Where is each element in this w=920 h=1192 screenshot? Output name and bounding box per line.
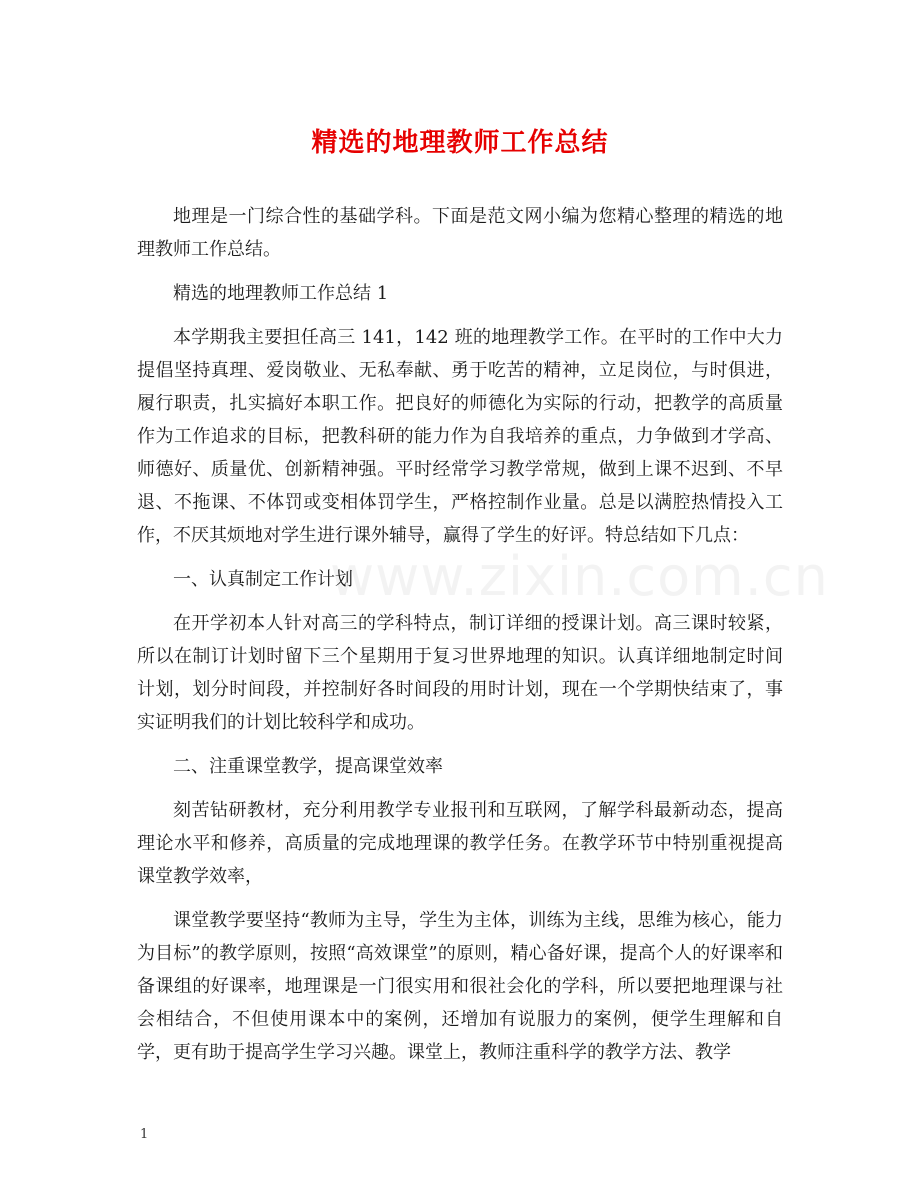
body-paragraph: 刻苦钻研教材，充分利用教学专业报刊和互联网，了解学科最新动态，提高理论水平和修养，高质量的完成地理课的教学任务。在教学环节中特别重视提高课堂教学效率，	[137, 800, 783, 887]
subheading-plan: 一、认真制定工作计划	[173, 569, 353, 590]
document-body	[137, 200, 783, 1080]
section-heading: 精选的地理教师工作总结 1	[173, 283, 389, 304]
watermark: www.zixin.com.cn	[330, 545, 829, 608]
document-title: 精选的地理教师工作总结	[311, 128, 609, 158]
body-paragraph: 本学期我主要担任高三 141，142 班的地理教学工作。在平时的工作中大力提倡坚持真理、爱岗敬业、无私奉献、勇于吃苦的精神，立足岗位，与时俱进，履行职责，扎实搞好本职工作。把良好的师德化为实际的行动，把教学的高质量作为工作追求的目标，把教科研的能力作为自我培养的重点，力争做到才学高、师德好、质量优、创新精神强。平时经常学习教学常规，做到上课不迟到、不早退、不拖课、不体罚或变相体罚学生，严格控制作业量。总是以满腔热情投入工作，不厌其烦地对学生进行课外辅导，赢得了学生的好评。特总结如下几点：	[137, 327, 783, 546]
intro-paragraph: 地理是一门综合性的基础学科。下面是范文网小编为您精心整理的精选的地理教师工作总结。	[137, 206, 783, 260]
body-paragraph: 课堂教学要坚持“教师为主导，学生为主体，训练为主线，思维为核心，能力为目标”的教学原则，按照“高效课堂”的原则，精心备好课，提高个人的好课率和备课组的好课率，地理课是一门很实用和很社会化的学科，所以要把地理课与社会相结合，不但使用课本中的案例，还增加有说服力的案例，便学生理解和自学，更有助于提高学生学习兴趣。课堂上，教师注重科学的教学方法、教学	[137, 910, 783, 1063]
body-paragraph: 在开学初本人针对高三的学科特点，制订详细的授课计划。高三课时较紧，所以在制订计划时留下三个星期用于复习世界地理的知识。认真详细地制定时间计划，划分时间段，并控制好各时间段的用时计划，现在一个学期快结束了，事实证明我们的计划比较科学和成功。	[137, 613, 783, 733]
page-number: 1	[140, 1127, 149, 1142]
subheading-classroom: 二、注重课堂教学，提高课堂效率	[173, 756, 443, 777]
